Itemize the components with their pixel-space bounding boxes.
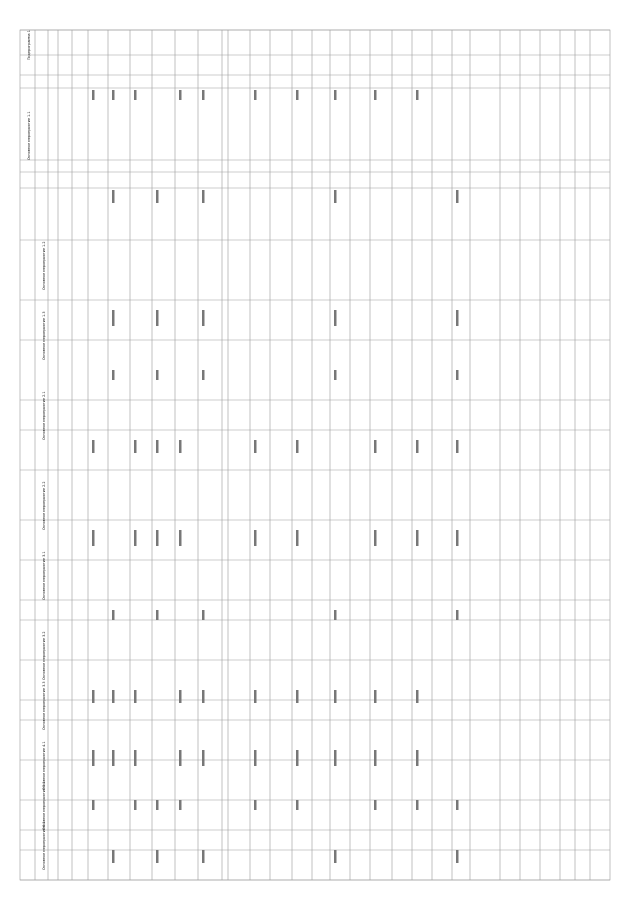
- cell-value-mark: [92, 690, 95, 703]
- cell-value-mark: [112, 850, 115, 863]
- cell-value-mark: [179, 90, 182, 100]
- cell-value-mark: [156, 850, 159, 863]
- section-label: Основное мероприятие 3.3: [42, 681, 46, 730]
- cell-value-mark: [202, 690, 205, 703]
- cell-value-mark: [202, 750, 205, 766]
- cell-value-mark: [296, 90, 299, 100]
- cell-value-mark: [296, 800, 299, 810]
- cell-value-mark: [179, 690, 182, 703]
- cell-value-mark: [456, 850, 459, 863]
- cell-value-mark: [134, 440, 137, 453]
- cell-value-mark: [374, 530, 377, 546]
- cell-value-mark: [179, 440, 182, 453]
- cell-value-mark: [112, 690, 115, 703]
- cell-value-mark: [296, 530, 299, 546]
- cell-value-mark: [179, 800, 182, 810]
- cell-value-mark: [92, 530, 95, 546]
- cell-value-mark: [112, 90, 115, 100]
- cell-value-mark: [112, 190, 115, 203]
- cell-value-mark: [456, 530, 459, 546]
- cell-value-mark: [456, 800, 459, 810]
- cell-value-mark: [456, 310, 459, 326]
- cell-value-mark: [334, 850, 337, 863]
- cell-value-mark: [334, 90, 337, 100]
- cell-value-mark: [179, 750, 182, 766]
- cell-value-mark: [112, 750, 115, 766]
- cell-value-mark: [156, 310, 159, 326]
- cell-value-mark: [374, 90, 377, 100]
- section-label: Основное мероприятие 6.1: [42, 821, 46, 870]
- cell-value-mark: [374, 800, 377, 810]
- cell-value-mark: [456, 190, 459, 203]
- cell-value-mark: [334, 190, 337, 203]
- cell-value-mark: [254, 750, 257, 766]
- cell-value-mark: [202, 190, 205, 203]
- cell-value-mark: [134, 800, 137, 810]
- section-label: Основное мероприятие 1.2: [42, 241, 46, 290]
- cell-value-mark: [112, 370, 115, 380]
- section-label: Подпрограмма 1: [27, 30, 31, 60]
- section-label: Основное мероприятие 3.1: [42, 551, 46, 600]
- cell-value-mark: [456, 370, 459, 380]
- cell-value-mark: [92, 440, 95, 453]
- section-label: Основное мероприятие 1.3: [42, 311, 46, 360]
- cell-value-mark: [456, 610, 459, 620]
- section-label: Основное мероприятие 2.2: [42, 481, 46, 530]
- cell-value-mark: [374, 690, 377, 703]
- section-label: Основное мероприятие 4.1: [42, 741, 46, 790]
- cell-value-mark: [334, 310, 337, 326]
- cell-value-mark: [134, 690, 137, 703]
- cell-value-mark: [374, 750, 377, 766]
- cell-value-mark: [134, 750, 137, 766]
- cell-value-mark: [179, 530, 182, 546]
- cell-value-mark: [416, 750, 419, 766]
- cell-value-mark: [254, 440, 257, 453]
- cell-value-mark: [202, 850, 205, 863]
- cell-value-mark: [416, 90, 419, 100]
- cell-value-mark: [254, 530, 257, 546]
- cell-value-mark: [92, 800, 95, 810]
- section-label: Основное мероприятие 5.1: [42, 781, 46, 830]
- cell-value-mark: [374, 440, 377, 453]
- cell-value-mark: [456, 440, 459, 453]
- section-label: Основное мероприятие 2.1: [42, 391, 46, 440]
- cell-value-mark: [296, 440, 299, 453]
- cell-value-mark: [416, 690, 419, 703]
- cell-value-mark: [156, 440, 159, 453]
- cell-value-mark: [156, 530, 159, 546]
- cell-value-mark: [134, 90, 137, 100]
- cell-value-mark: [202, 370, 205, 380]
- cell-value-mark: [254, 800, 257, 810]
- cell-value-mark: [156, 190, 159, 203]
- cell-value-mark: [202, 310, 205, 326]
- cell-value-mark: [416, 530, 419, 546]
- cell-value-mark: [156, 610, 159, 620]
- cell-value-mark: [416, 440, 419, 453]
- cell-value-mark: [334, 370, 337, 380]
- cell-value-mark: [254, 90, 257, 100]
- section-label: Основное мероприятие 1.1: [27, 111, 31, 160]
- table-frame: [20, 30, 610, 880]
- cell-value-mark: [416, 800, 419, 810]
- cell-value-mark: [134, 530, 137, 546]
- section-label: Основное мероприятие 3.2: [42, 631, 46, 680]
- cell-value-mark: [112, 310, 115, 326]
- cell-value-mark: [92, 750, 95, 766]
- cell-value-mark: [296, 690, 299, 703]
- cell-value-mark: [334, 750, 337, 766]
- cell-value-mark: [254, 690, 257, 703]
- cell-value-mark: [334, 610, 337, 620]
- cell-value-mark: [202, 610, 205, 620]
- cell-value-mark: [92, 90, 95, 100]
- cell-value-mark: [296, 750, 299, 766]
- cell-value-mark: [112, 610, 115, 620]
- cell-value-mark: [156, 370, 159, 380]
- cell-value-mark: [334, 690, 337, 703]
- cell-value-mark: [202, 90, 205, 100]
- cell-value-mark: [156, 800, 159, 810]
